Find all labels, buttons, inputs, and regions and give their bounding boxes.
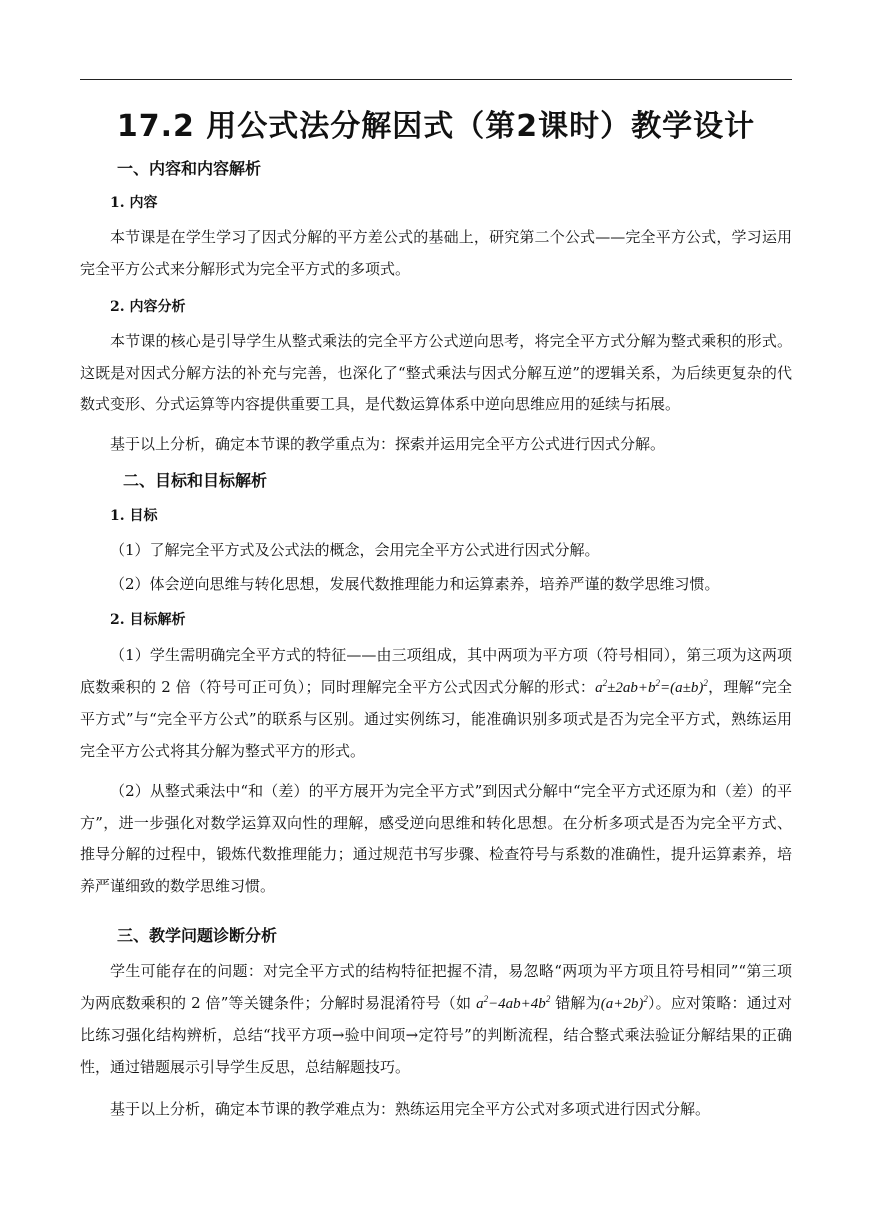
formula-perfect-square: $a^2\pm 2ab+b^2=(a\pm b)^2$ — [595, 677, 708, 696]
formula-wrong-answer: $(a+2b)^2$ — [600, 993, 648, 1012]
difficulty-paragraph: 基于以上分析，确定本节课的教学难点为：熟练运用完全平方公式对多项式进行因式分解。 — [110, 1100, 711, 1118]
section-2-subheading-goals: 1. 目标 — [110, 508, 158, 524]
goal-analysis-paragraph-2: （2）从整式乘法中“和（差）的平方展开为完全平方式”到因式分解中“完全平方式还原为和（差）的平方”，进一步强化对数学运算双向性的理解，感受逆向思维和转化思想。在分析多项式是否为完全平方式、推导分解的过程中，锻炼代数推理能力；通过规范书写步骤、检查符号与系数的准确性，提升运算素养，培养严谨细致的数学思维习惯。 — [80, 782, 792, 895]
key-point-paragraph: 基于以上分析，确定本节课的教学重点为：探索并运用完全平方公式进行因式分解。 — [110, 435, 666, 453]
goal-item-2: （2）体会逆向思维与转化思想，发展代数推理能力和运算素养，培养严谨的数学思维习惯。 — [110, 575, 720, 593]
header-rule — [80, 79, 792, 80]
goal-analysis-paragraph-1: （1）学生需明确完全平方式的特征——由三项组成，其中两项为平方项（符号相同），第三项为这两项底数乘积的 2 倍（符号可正可负）；同时理解完全平方公式因式分解的形式：$a^2\pm 2ab+b^2=(a\pm b)^2$，理解“完全平方式”与“完全平方公式”的联系与区别。通过实例练习，能准确识别多项式是否为完全平方式，熟练运用完全平方公式将其分解为整式平方的形式。 — [80, 646, 792, 760]
section-2-heading: 二、目标和目标解析 — [123, 471, 268, 490]
content-paragraph: 本节课是在学生学习了因式分解的平方差公式的基础上，研究第二个公式——完全平方公式，学习运用完全平方公式来分解形式为完全平方式的多项式。 — [80, 228, 792, 278]
section-2-subheading-goal-analysis: 2. 目标解析 — [110, 612, 186, 628]
formula-example-expression: $a^2-4ab+4b^2$ — [476, 993, 551, 1012]
goal-item-1: （1）了解完全平方式及公式法的概念，会用完全平方公式进行因式分解。 — [110, 541, 600, 559]
section-1-subheading-content: 1. 内容 — [110, 195, 158, 211]
diagnosis-paragraph: 学生可能存在的问题：对完全平方式的结构特征把握不清，易忽略“两项为平方项且符号相同”“第三项为两底数乘积的 2 倍”等关键条件；分解时易混淆符号（如 $a^2-4ab+4b^2$ 错解为$(a+2b)^2$）。应对策略：通过对比练习强化结构辨析，总结“找平方项→验中间项→定符号”的判断流程，结合整式乘法验证分解结果的正确性，通过错题展示引导学生反思，总结解题技巧。 — [80, 962, 792, 1076]
section-1-heading: 一、内容和内容解析 — [117, 159, 262, 178]
analysis-paragraph: 本节课的核心是引导学生从整式乘法的完全平方公式逆向思考，将完全平方式分解为整式乘积的形式。这既是对因式分解方法的补充与完善，也深化了“整式乘法与因式分解互逆”的逻辑关系，为后续更复杂的代数式变形、分式运算等内容提供重要工具，是代数运算体系中逆向思维应用的延续与拓展。 — [80, 332, 792, 414]
section-1-subheading-analysis: 2. 内容分析 — [110, 299, 186, 315]
section-3-heading: 三、教学问题诊断分析 — [117, 926, 278, 945]
page-title: 17.2 用公式法分解因式（第2课时）教学设计 — [116, 109, 756, 144]
